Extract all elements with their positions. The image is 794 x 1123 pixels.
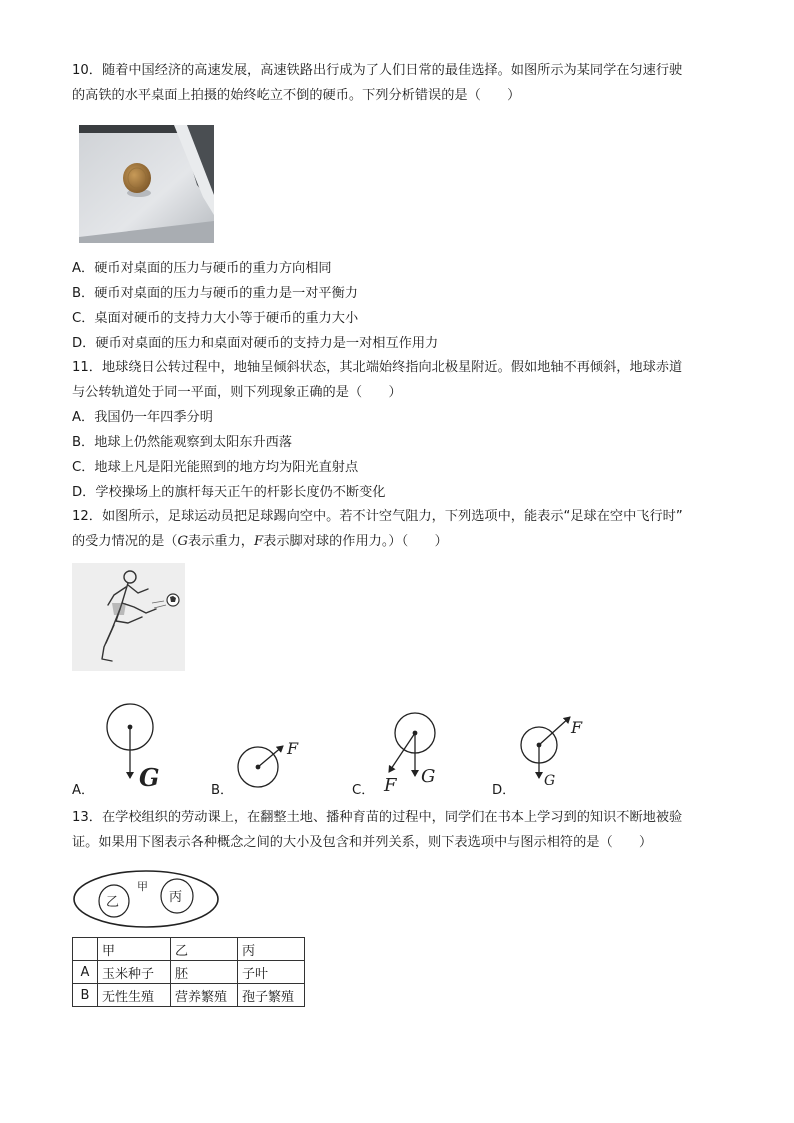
q10-option-b[interactable]: B．硬币对桌面的压力与硬币的重力是一对平衡力 [72,286,358,301]
q12-stem-text-c: 表示脚对球的作用力。）（ ） [263,534,448,549]
q12-choice-a-label[interactable]: A． [72,783,95,798]
table-header-cell: 乙 [171,938,238,961]
table-header-cell: 丙 [238,938,305,961]
table-cell: 玉米种子 [98,961,171,984]
table-cell-option: B [73,984,98,1007]
q10-stem-line2: 的高铁的水平桌面上拍摄的始终屹立不倒的硬币。下列分析错误的是（ ） [72,88,521,103]
q11-option-c[interactable]: C．地球上凡是阳光能照到的地方均为阳光直射点 [72,460,359,475]
q12-force-diagrams [0,690,794,800]
ball-a-center [128,725,133,730]
table-header-cell [73,938,98,961]
q11-option-b[interactable]: B．地球上仍然能观察到太阳东升西落 [72,435,293,450]
diagram-label-yi: 乙 [106,895,120,910]
table-cell: 胚 [171,961,238,984]
q13-stem-line2: 证。如果用下图表示各种概念之间的大小及包含和并列关系，则下表选项中与图示相符的是（ ） [72,835,653,850]
q11-stem-line2: 与公转轨道处于同一平面，则下列现象正确的是（ ） [72,385,402,400]
label-c-g: G [421,766,436,787]
q10-option-d[interactable]: D．硬币对桌面的压力和桌面对硬币的支持力是一对相互作用力 [72,336,439,351]
q11-stem-line1: 11．地球绕日公转过程中，地轴呈倾斜状态，其北端始终指向北极星附近。假如地轴不再倾斜，地球赤道 [72,360,683,375]
table-row[interactable] [73,961,305,984]
diagram-label-bing: 丙 [169,890,183,905]
label-c-f: F [384,775,397,796]
f-symbol: F [253,534,264,549]
table-cell: 孢子繁殖 [238,984,305,1007]
q12-stem-text-a: 的受力情况的是（ [72,534,178,549]
table-row[interactable] [73,984,305,1007]
soccer-player-kicking-illustration [72,563,185,671]
g-symbol: G [177,534,189,549]
q11-option-a[interactable]: A．我国仍一年四季分明 [72,410,213,425]
arrow-b-kick [258,746,283,767]
q10-option-c[interactable]: C．桌面对硬币的支持力大小等于硬币的重力大小 [72,311,359,326]
q10-stem-line1: 10．随着中国经济的高速发展，高速铁路出行成为了人们日常的最佳选择。如图所示为某同学在匀速行驶 [72,63,683,78]
ball-b-center [256,765,261,770]
label-a-g: G [139,763,160,792]
label-d-g: G [544,773,556,789]
table-cell: 无性生殖 [98,984,171,1007]
q12-choice-c-label[interactable]: C． [352,783,375,798]
q12-stem-text-b: 表示重力， [188,534,254,549]
ball-d-center [537,743,542,748]
ball-c-center [413,731,418,736]
q13-stem-line1: 13．在学校组织的劳动课上，在翻整土地、播种育苗的过程中，同学们在书本上学习到的知识不断地被验 [72,810,683,825]
label-d-f: F [571,718,583,737]
table-cell: 子叶 [238,961,305,984]
q12-choice-d-label[interactable]: D． [492,783,516,798]
arrow-d-kick [539,717,570,745]
table-cell-option: A [73,961,98,984]
q11-option-d[interactable]: D．学校操场上的旗杆每天正午的杆影长度仍不断变化 [72,485,386,500]
coin-on-train-table-photo [79,125,214,243]
table-header-cell: 甲 [98,938,171,961]
q10-option-a[interactable]: A．硬币对桌面的压力与硬币的重力方向相同 [72,261,332,276]
q12-choice-b-label[interactable]: B． [211,783,234,798]
q12-stem-line1: 12．如图所示，足球运动员把足球踢向空中。若不计空气阻力，下列选项中，能表示“足球在空中飞行时” [72,509,683,524]
q12-stem-line2 [72,533,722,551]
concept-diagram [72,868,224,930]
table-cell: 营养繁殖 [171,984,238,1007]
label-b-f: F [287,739,299,758]
q13-answer-table [72,937,305,1007]
table-header-row [73,938,305,961]
diagram-label-jia: 甲 [137,880,148,893]
